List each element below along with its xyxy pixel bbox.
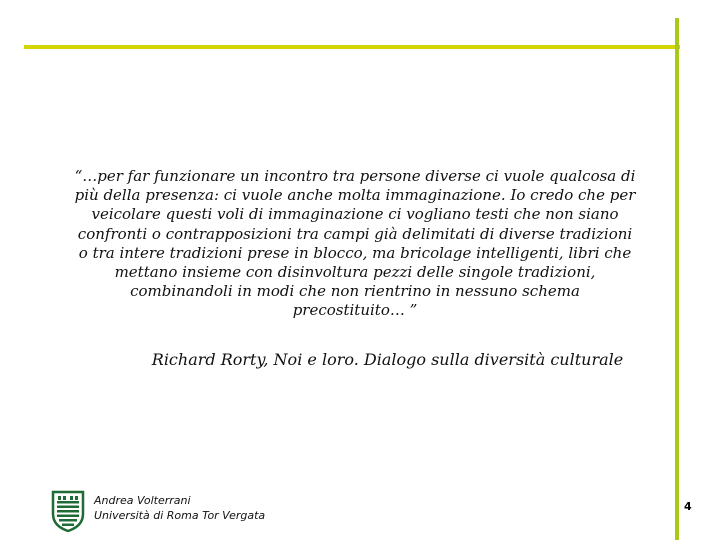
footer-credits xyxy=(94,493,265,523)
top-divider xyxy=(24,45,680,49)
right-divider xyxy=(675,18,679,540)
quote-line: precostituito… ” xyxy=(292,301,418,320)
quote-line: veicolare questi voli di immaginazione ci vogliano testi che non siano xyxy=(91,205,619,224)
quote-line: o tra intere tradizioni prese in blocco, ma bricolage intelligenti, libri che xyxy=(78,243,632,262)
quote-line: mettano insieme con disinvoltura pezzi delle singole tradizioni, xyxy=(114,263,596,282)
quote-line: confronti o contrapposizioni tra campi già delimitati di diverse tradizioni xyxy=(77,224,633,243)
author-name: Andrea Volterrani xyxy=(94,494,191,507)
citation: Richard Rorty, Noi e loro. Dialogo sulla diversità culturale xyxy=(151,350,624,369)
university-shield-icon xyxy=(51,490,85,532)
quote-block xyxy=(40,167,670,321)
affiliation: Università di Roma Tor Vergata xyxy=(94,509,266,522)
quote-line: combinandoli in modi che non rientrino in nessuno schema xyxy=(130,282,580,301)
page-number: 4 xyxy=(684,500,692,513)
quote-line: “…per far funzionare un incontro tra persone diverse ci vuole qualcosa di xyxy=(74,167,636,185)
quote-line: più della presenza: ci vuole anche molta immaginazione. Io credo che per xyxy=(74,186,636,205)
